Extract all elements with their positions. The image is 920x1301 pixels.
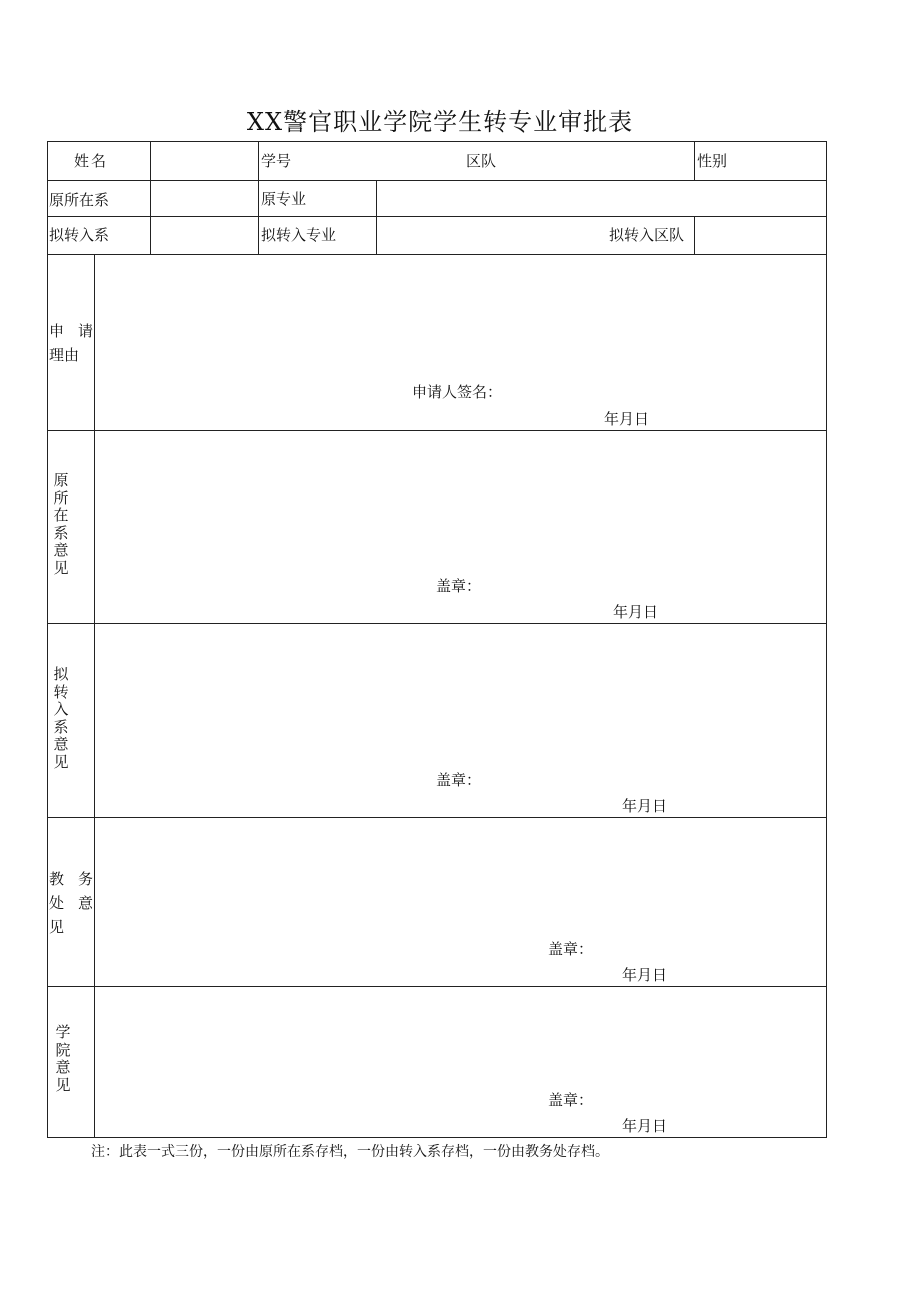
name-label: 姓名	[74, 152, 109, 170]
orig-dept-date: 年月日	[613, 603, 659, 621]
label-char: 见	[53, 558, 69, 577]
col-divider	[694, 141, 695, 180]
row-divider	[47, 254, 827, 255]
label-char: 在	[53, 506, 69, 524]
label-char: 所	[53, 488, 69, 507]
label-char: 见	[53, 752, 69, 771]
applicant-signature-label: 申请人签名：	[412, 383, 503, 401]
target-dept-date: 年月日	[622, 797, 668, 815]
footnote: 注：此表一式三份，一份由原所在系存档，一份由转入系存档，一份由教务处存档。	[91, 1144, 609, 1160]
section-label-divider	[94, 254, 95, 1138]
reason-label-char: 申	[49, 322, 65, 340]
orig-major-label: 原专业	[261, 190, 307, 208]
orig-dept-label: 原所在系	[49, 191, 110, 209]
label-char: 学	[55, 1023, 71, 1041]
reason-section-label	[49, 319, 93, 367]
orig-dept-opinion-label	[51, 472, 71, 577]
reason-label-line1	[49, 319, 93, 343]
row-divider	[47, 430, 827, 431]
academic-affairs-label-line3: 见	[49, 918, 65, 936]
col-divider	[376, 180, 377, 254]
academic-affairs-date: 年月日	[622, 966, 668, 984]
table-border-bottom	[47, 1137, 827, 1138]
label-char: 院	[55, 1040, 71, 1059]
form-title: XX警官职业学院学生转专业审批表	[246, 108, 634, 136]
row-divider	[47, 180, 827, 181]
target-squad-label: 拟转入区队	[609, 226, 685, 244]
table-border-top	[47, 141, 827, 142]
gender-label: 性别	[697, 152, 728, 170]
label-char: 处	[49, 894, 65, 912]
target-dept-label: 拟转入系	[49, 226, 110, 244]
target-dept-opinion-label	[51, 666, 71, 771]
label-char: 转	[53, 682, 69, 701]
approval-form-table	[47, 141, 827, 1138]
label-char: 务	[77, 870, 93, 888]
label-char: 意	[55, 1058, 71, 1076]
label-char: 系	[53, 717, 69, 736]
row-divider	[47, 623, 827, 624]
label-char: 入	[53, 700, 69, 718]
college-opinion-label	[53, 1024, 73, 1094]
squad-label: 区队	[466, 152, 497, 170]
label-char: 意	[77, 894, 93, 912]
reason-label-line2: 理由	[49, 346, 80, 364]
academic-affairs-seal-label: 盖章：	[548, 940, 594, 958]
label-char: 意	[53, 735, 69, 753]
label-char: 见	[55, 1075, 71, 1094]
table-border-right	[826, 141, 827, 1138]
col-divider	[258, 141, 259, 254]
label-char: 系	[53, 523, 69, 542]
student-no-label: 学号	[261, 152, 292, 170]
label-char: 拟	[53, 665, 69, 683]
orig-dept-seal-label: 盖章：	[436, 577, 482, 595]
college-seal-label: 盖章：	[548, 1091, 594, 1109]
academic-affairs-label-line1	[49, 867, 93, 891]
row-divider	[47, 817, 827, 818]
label-char: 教	[49, 870, 65, 888]
label-char: 原	[53, 471, 69, 489]
reason-date: 年月日	[604, 410, 650, 428]
reason-label-char: 请	[77, 322, 93, 340]
college-date: 年月日	[622, 1117, 668, 1135]
academic-affairs-opinion-label	[49, 867, 93, 939]
col-divider	[150, 141, 151, 254]
row-divider	[47, 986, 827, 987]
label-char: 意	[53, 541, 69, 559]
academic-affairs-label-line2	[49, 891, 93, 915]
target-dept-seal-label: 盖章：	[436, 771, 482, 789]
row-divider	[47, 216, 827, 217]
target-major-label: 拟转入专业	[261, 226, 337, 244]
table-border-left	[47, 141, 48, 1138]
col-divider	[694, 216, 695, 254]
